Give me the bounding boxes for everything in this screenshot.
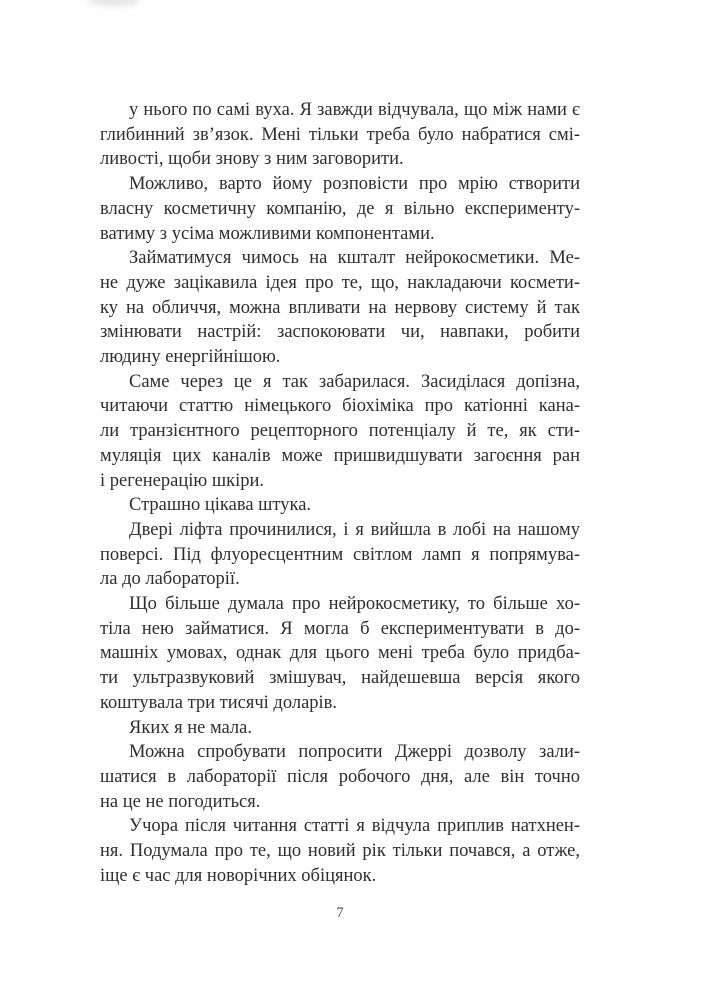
text-line: муляція цих каналів може пришвидшувати загоєння ран <box>100 445 580 466</box>
text-line: поверсі. Під флуоресцентним світлом ламп я попрямува- <box>100 544 580 565</box>
text-line: не дуже зацікавила ідея про те, що, накладаючи космети- <box>100 272 580 293</box>
text-line: Можна спробувати попросити Джеррі дозволу зали- <box>129 742 580 763</box>
scan-artifact <box>88 0 140 6</box>
text-line: коштувала три тисячі доларів. <box>100 692 338 713</box>
text-line: власну косметичну компанію, де я вільно експерименту- <box>100 198 580 219</box>
text-line: Можливо, варто йому розповісти про мрію створити <box>129 174 580 195</box>
paragraph <box>100 740 580 814</box>
paragraph <box>100 98 580 172</box>
text-line: у нього по самі вуха. Я завжди відчувала, що між нами є <box>129 100 580 120</box>
text-block <box>100 98 580 889</box>
text-line: тіла нею займатися. Я могла б експериментувати в до- <box>100 618 580 639</box>
text-line: ли транзієнтного рецепторного потенціалу й те, як сти- <box>100 421 580 442</box>
paragraph <box>100 172 580 246</box>
text-line: на це не погодиться. <box>100 791 261 812</box>
text-line: глибинний зв’язок. Мені тільки треба було набратися смі- <box>100 124 580 145</box>
paragraph <box>100 370 580 494</box>
text-line: шатися в лабораторії після робочого дня, але він точно <box>100 766 580 787</box>
text-line: ватиму з усіма можливими компонентами. <box>100 223 435 244</box>
text-line: ливості, щоби знову з ним заговорити. <box>100 149 404 170</box>
paragraph <box>100 246 580 370</box>
text-line: людину енергійнішою. <box>100 347 281 368</box>
paragraph <box>100 716 580 741</box>
text-line: Займатимуся чимось на кшталт нейрокосметики. Ме- <box>129 248 580 269</box>
text-line: Що більше думала про нейрокосметику, то більше хо- <box>129 594 580 615</box>
text-line: ла до лабораторії. <box>100 569 240 590</box>
text-line: ня. Подумала про те, що новий рік тільки почався, а отже, <box>100 841 580 862</box>
paragraph <box>100 518 580 592</box>
text-line: ку на обличчя, можна впливати на нервову систему й так <box>100 297 580 318</box>
text-line: Учора після читання статті я відчула приплив натхнен- <box>129 816 580 837</box>
paragraph <box>100 814 580 888</box>
text-line: ти ультразвуковий змішувач, найдешевша версія якого <box>100 668 580 689</box>
text-line: іще є час для новорічних обіцянок. <box>100 865 377 886</box>
text-line: змінювати настрій: заспокоювати чи, навпаки, робити <box>100 322 580 343</box>
text-line: машніх умовах, однак для цього мені треба було придба- <box>100 643 580 664</box>
page-number: 7 <box>336 905 344 921</box>
text-line: Страшно цікава штука. <box>129 495 312 516</box>
paragraph <box>100 592 580 716</box>
paragraph <box>100 493 580 518</box>
text-line: Двері ліфта прочинилися, і я вийшла в лобі на нашому <box>129 519 580 540</box>
text-line: Саме через це я так забарилася. Засиділася допізна, <box>129 371 580 392</box>
text-line: і регенерацію шкіри. <box>100 470 264 491</box>
text-line: Яких я не мала. <box>129 717 252 738</box>
text-line: читаючи статтю німецького біохіміка про катіонні кана- <box>100 396 580 417</box>
